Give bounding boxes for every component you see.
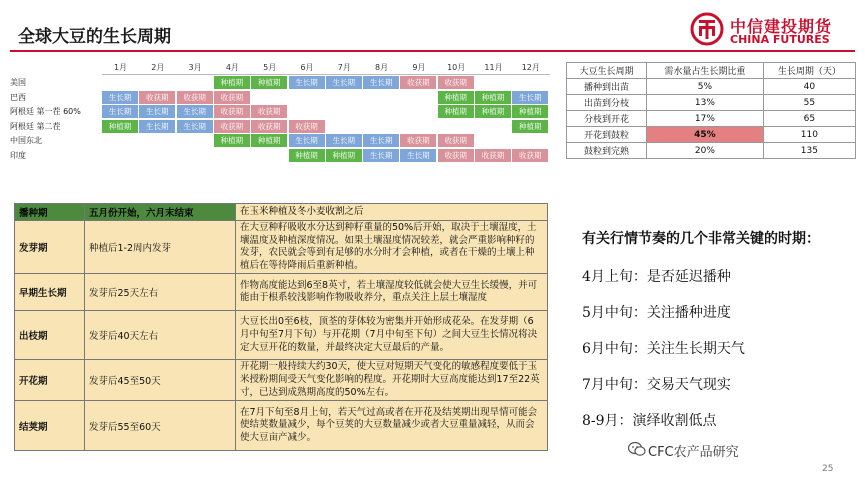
stage-timing: 发芽后45至50天 (85, 360, 236, 401)
month-label: 1月 (113, 63, 128, 72)
stage-description: 在玉米种植及冬小麦收割之后 (236, 204, 548, 221)
month-label: 8月 (375, 63, 389, 72)
region-label: 阿根廷 第一茬 60% (10, 107, 81, 116)
region-label: 阿根廷 第二茬 (10, 121, 61, 131)
stage-table-cell: 65 (763, 111, 855, 127)
stage-description: 作物高度能达到6至8英寸，若土壤湿度较低就会使大豆生长缓慢，并可能由于根系较浅影响作物吸收养分，重点关注上层土壤湿度 (236, 274, 548, 311)
title-underline (10, 50, 855, 52)
stage-table-cell: 开花到鼓粒 (567, 127, 647, 143)
stage-timing: 五月份开始，六月末结束 (85, 204, 236, 221)
stage-cell: 生长期 (326, 76, 362, 89)
detail-row (15, 401, 548, 451)
stage-table-cell: 40 (763, 79, 855, 95)
stage-name: 早期生长期 (15, 274, 85, 311)
note-item: 4月上旬：是否延迟播种 (582, 269, 731, 285)
stage-description: 在大豆种籽吸收水分达到种籽重量的50%后开始，取决于土壤湿度，土壤温度及种植深度情况。如果土壤湿度情况较差，就会严重影响种籽的发芽，农民就会等到有足够的水分时才会种植，或者在干燥的土壤上种植后在等待降雨后重新种植。 (236, 221, 548, 274)
logo-en-text: CHINA FUTURES (730, 33, 830, 46)
stage-cell: 种植期 (438, 91, 474, 104)
stage-table-cell: 分枝到开花 (567, 111, 647, 127)
month-label: 10月 (447, 63, 466, 72)
stage-table-cell: 5% (647, 79, 764, 95)
logo-cn-text: 中信建投期货 (730, 17, 833, 36)
stage-cell: 收获期 (438, 76, 474, 89)
month-label: 9月 (412, 63, 426, 72)
stage-table-header: 生长周期（天） (763, 63, 855, 79)
stage-water-table (566, 62, 856, 159)
stage-cell: 生长期 (363, 134, 399, 147)
stage-table-row (567, 95, 856, 111)
month-label: 7月 (337, 63, 351, 72)
month-divider (102, 74, 550, 75)
stage-cell: 收获期 (177, 91, 213, 104)
stage-cell: 生长期 (102, 105, 138, 118)
stage-cell: 收获期 (400, 76, 436, 89)
stage-timing: 发芽后55至60天 (85, 401, 236, 451)
month-label: 6月 (300, 63, 314, 72)
stage-cell: 种植期 (289, 149, 325, 162)
stage-table-row (567, 127, 856, 143)
stage-cell: 种植期 (214, 76, 250, 89)
company-logo (690, 12, 850, 50)
stage-cell: 种植期 (214, 134, 250, 147)
stage-table-cell: 鼓粒到完熟 (567, 143, 647, 159)
stage-table-row (567, 143, 856, 159)
stage-name: 播种期 (15, 204, 85, 221)
stage-cell: 收获期 (214, 91, 250, 104)
stage-cell: 种植期 (326, 149, 362, 162)
notes-heading: 有关行情节奏的几个非常关键的时期： (582, 231, 820, 247)
region-label: 美国 (10, 78, 26, 87)
stage-timing: 发芽后25天左右 (85, 274, 236, 311)
stage-description: 开花期一般持续大约30天，使大豆对短期天气变化的敏感程度要低于玉米授粉期间受天气变化影响的程度。开花期时大豆高度能达到17至22英寸，已达到成熟期高度的50%左右。 (236, 360, 548, 401)
stage-table-cell: 55 (763, 95, 855, 111)
stage-cell: 生长期 (289, 134, 325, 147)
stage-cell: 种植期 (438, 105, 474, 118)
stage-table-cell: 20% (647, 143, 764, 159)
stage-cell: 生长期 (102, 91, 138, 104)
stage-cell: 种植期 (102, 120, 138, 133)
detail-row (15, 360, 548, 401)
stage-cell: 生长期 (363, 149, 399, 162)
month-label: 12月 (521, 63, 540, 72)
page-number: 25 (822, 464, 834, 474)
note-item: 6月中旬：关注生长期天气 (582, 341, 745, 357)
stage-cell: 收获期 (400, 134, 436, 147)
stage-cell: 收获期 (214, 105, 250, 118)
stage-table-cell: 135 (763, 143, 855, 159)
calendar-row (8, 105, 553, 119)
slide-title: 全球大豆的生长周期 (18, 27, 171, 47)
stage-cell: 收获期 (289, 120, 325, 133)
detail-row (15, 274, 548, 311)
stage-table-cell: 播种到出苗 (567, 79, 647, 95)
stage-cell: 生长期 (400, 149, 436, 162)
stage-cell: 种植期 (475, 91, 511, 104)
calendar-row (8, 134, 553, 148)
month-label: 2月 (151, 63, 165, 72)
stage-cell: 种植期 (512, 105, 548, 118)
stage-cell: 生长期 (139, 120, 175, 133)
month-label: 11月 (484, 63, 503, 72)
stage-name: 发芽期 (15, 221, 85, 274)
stage-cell: 收获期 (251, 120, 287, 133)
stage-cell: 种植期 (475, 105, 511, 118)
stage-cell: 生长期 (289, 76, 325, 89)
stage-timing: 发芽后40天左右 (85, 311, 236, 360)
stage-name: 结荚期 (15, 401, 85, 451)
stage-description: 在7月下旬至8月上旬，若天气过高或者在开花及结荚期出现旱情可能会使结荚数量减少，每个豆荚的大豆数量减少或者大豆重量减轻，从而会使大豆亩产减少。 (236, 401, 548, 451)
stage-table-row (567, 111, 856, 127)
stage-table-cell: 13% (647, 95, 764, 111)
growth-stage-detail-table (14, 203, 548, 451)
stage-cell: 收获期 (438, 134, 474, 147)
stage-table-header: 大豆生长周期 (567, 63, 647, 79)
stage-table-cell: 110 (763, 127, 855, 143)
stage-timing: 种植后1-2周内发芽 (85, 221, 236, 274)
stage-cell: 生长期 (177, 105, 213, 118)
note-item: 7月中旬：交易天气现实 (582, 377, 731, 393)
stage-cell: 收获期 (251, 105, 287, 118)
china-futures-logo-icon (690, 12, 724, 46)
stage-cell: 种植期 (512, 120, 548, 133)
month-label: 5月 (263, 63, 277, 72)
calendar-row (8, 76, 553, 90)
watermark-text: CFC农产品研究 (648, 445, 739, 460)
region-label: 巴西 (10, 92, 26, 102)
stage-table-header: 需水量占生长期比重 (647, 63, 764, 79)
region-label: 中国东北 (10, 136, 42, 145)
growth-calendar (8, 62, 553, 167)
stage-cell: 种植期 (251, 134, 287, 147)
month-label: 4月 (225, 63, 239, 72)
stage-cell: 收获期 (139, 91, 175, 104)
detail-header-row (15, 204, 548, 221)
stage-table-cell: 45% (647, 127, 764, 143)
region-label: 印度 (10, 150, 26, 160)
calendar-row (8, 91, 553, 105)
calendar-row (8, 120, 553, 134)
stage-cell: 收获期 (438, 149, 474, 162)
stage-name: 开花期 (15, 360, 85, 401)
stage-cell: 收获期 (214, 120, 250, 133)
detail-row (15, 221, 548, 274)
stage-table-cell: 出苗到分枝 (567, 95, 647, 111)
stage-cell: 生长期 (512, 91, 548, 104)
stage-cell: 种植期 (251, 76, 287, 89)
stage-table-row (567, 79, 856, 95)
stage-cell: 生长期 (326, 134, 362, 147)
stage-table-cell: 17% (647, 111, 764, 127)
stage-name: 出枝期 (15, 311, 85, 360)
wechat-icon (628, 441, 646, 457)
note-item: 8-9月：演绎收割低点 (582, 413, 717, 429)
key-periods-notes (582, 228, 852, 446)
stage-description: 大豆长出0至6枝，顶荃的芽体较为密集并开始形成花朵。在发芽期（6月中旬至7月下旬）与开花期（7月中旬至下旬）之间大豆生长情况将决定大豆开花的数量，并最终决定大豆最后的产量。 (236, 311, 548, 360)
stage-cell: 收获期 (475, 149, 511, 162)
month-label: 3月 (188, 63, 202, 72)
detail-row (15, 311, 548, 360)
stage-cell: 生长期 (363, 76, 399, 89)
calendar-row (8, 149, 553, 163)
stage-cell: 生长期 (177, 120, 213, 133)
stage-cell: 生长期 (139, 105, 175, 118)
note-item: 5月中旬：关注播种进度 (582, 305, 731, 321)
stage-cell: 收获期 (512, 149, 548, 162)
